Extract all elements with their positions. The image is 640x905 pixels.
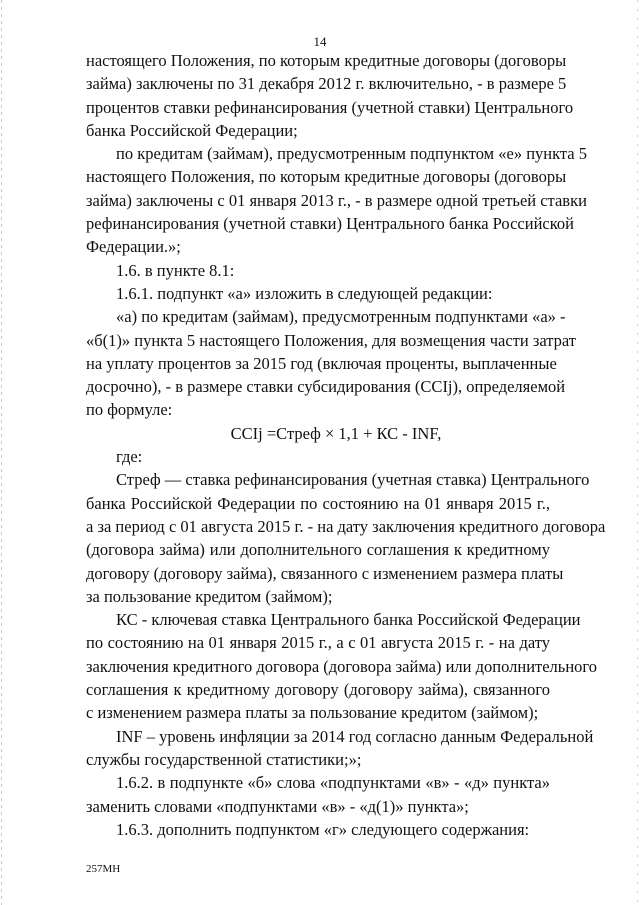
text-line: на уплату процентов за 2015 год (включая проценты, выплаченные	[86, 353, 557, 373]
text-line: рефинансирования (учетной ставки) Центрального банка Российской	[86, 214, 574, 234]
text-line: банка Российской Федерации;	[86, 120, 298, 140]
text-line: по кредитам (займам), предусмотренным подпунктом «е» пункта 5	[116, 144, 588, 164]
text-line: займа) заключены по 31 декабря 2012 г. включительно, - в размере 5	[86, 74, 567, 94]
scan-edge-right	[637, 0, 638, 905]
text-line: службы государственной статистики;»;	[86, 749, 362, 769]
document-code: 257МН	[86, 863, 121, 875]
text-line: «а) по кредитам (займам), предусмотренным подпунктами «а» -	[116, 307, 566, 327]
text-line: 1.6.1. подпункт «а» изложить в следующей редакции:	[116, 283, 493, 303]
text-line: с изменением размера платы за пользование кредитом (займом);	[86, 703, 539, 723]
text-line: займа) заключены с 01 января 2013 г., - в размере одной третьей ставки	[86, 190, 587, 210]
text-line: договору (договору займа), связанного с изменением размера платы	[86, 563, 564, 583]
scan-edge-left	[1, 0, 2, 905]
text-line: где:	[116, 447, 143, 467]
text-line: соглашения к кредитному договору (договору займа), связанного	[86, 680, 550, 700]
text-line: по состоянию на 01 января 2015 г., а с 01 августа 2015 г. - на дату	[86, 633, 550, 653]
text-line: 1.6.3. дополнить подпунктом «г» следующего содержания:	[116, 819, 530, 839]
text-line: по формуле:	[86, 400, 173, 420]
text-line: процентов ставки рефинансирования (учетной ставки) Центрального	[86, 97, 574, 117]
text-line: Федерации.»;	[86, 237, 181, 257]
text-line: досрочно), - в размере ставки субсидирования (CCIj), определяемой	[86, 377, 566, 397]
formula-line: CCIj =Стреф × 1,1 + КС - INF,	[230, 423, 442, 443]
page-number: 14	[313, 34, 327, 49]
text-line: INF – уровень инфляции за 2014 год согласно данным Федеральной	[116, 726, 594, 746]
text-line: «б(1)» пункта 5 настоящего Положения, для возмещения части затрат	[86, 330, 577, 350]
text-line: банка Российской Федерации по состоянию на 01 января 2015 г.,	[86, 493, 550, 513]
text-line: за пользование кредитом (займом);	[86, 586, 333, 606]
text-line: Стреф — ставка рефинансирования (учетная ставка) Центрального	[116, 470, 590, 490]
text-line: 1.6. в пункте 8.1:	[116, 260, 235, 280]
text-line: 1.6.2. в подпункте «б» слова «подпунктами «в» - «д» пункта»	[116, 773, 550, 793]
text-line: настоящего Положения, по которым кредитные договоры (договоры	[86, 51, 567, 70]
text-line: (договора займа) или дополнительного соглашения к кредитному	[86, 540, 550, 560]
text-line: заменить словами «подпунктами «в» - «д(1)» пункта»;	[86, 796, 469, 816]
text-line: КС - ключевая ставка Центрального банка Российской Федерации	[116, 610, 581, 630]
document-body	[86, 49, 606, 841]
text-line: а за период с 01 августа 2015 г. - на дату заключения кредитного договора	[86, 516, 606, 536]
text-line: заключения кредитного договора (договора займа) или дополнительного	[86, 656, 598, 676]
text-line: настоящего Положения, по которым кредитные договоры (договоры	[86, 167, 567, 187]
